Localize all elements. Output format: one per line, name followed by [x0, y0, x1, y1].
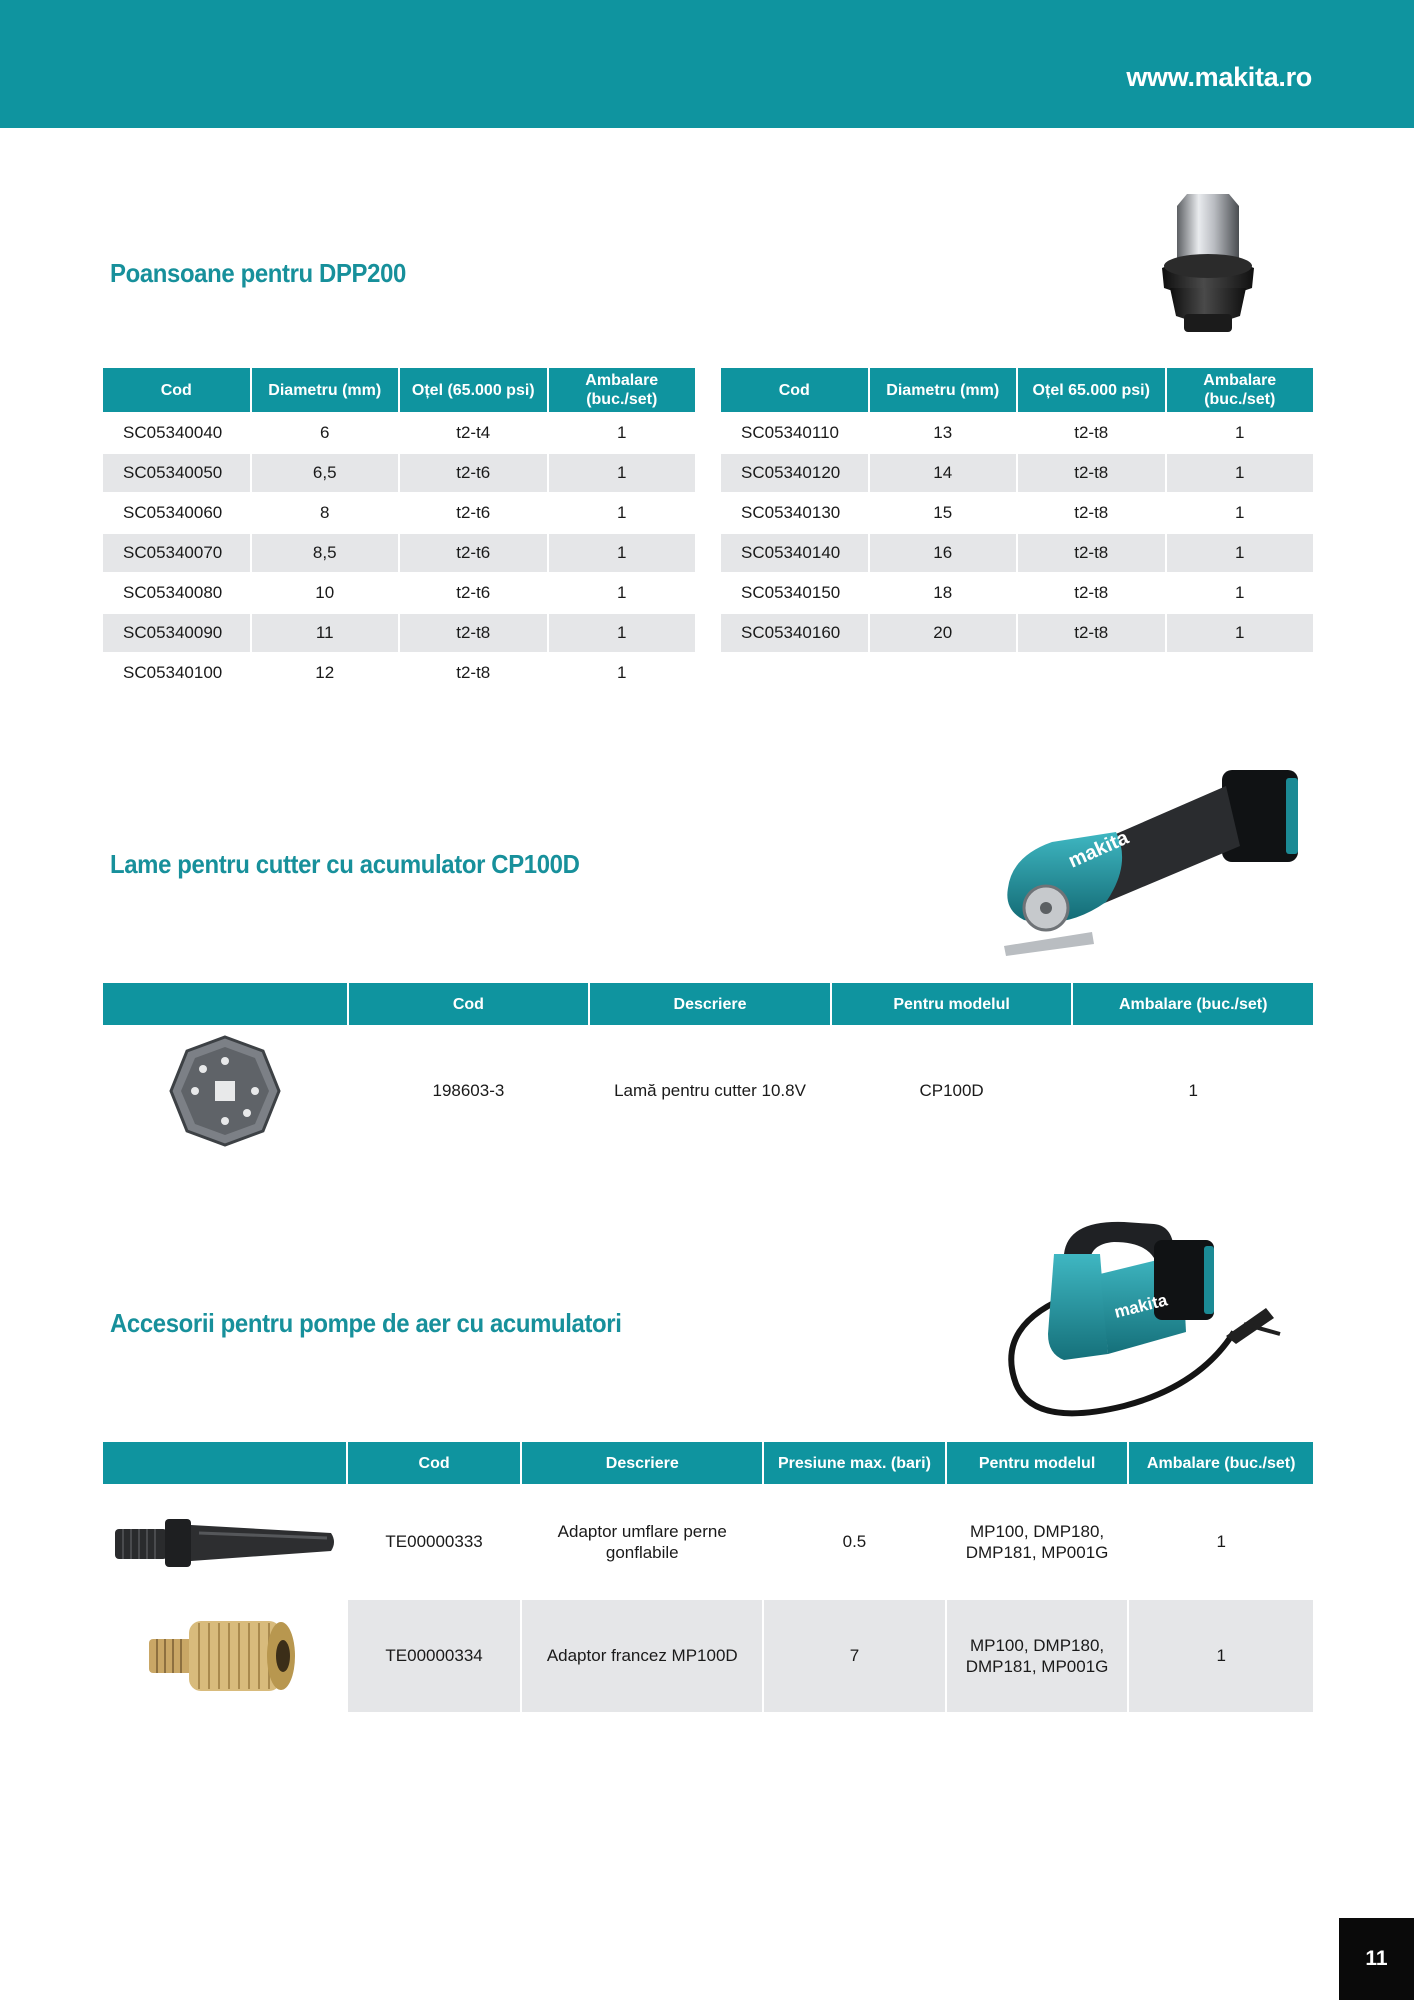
cell-model: CP100D — [832, 1027, 1072, 1157]
header-code: Cod — [103, 368, 250, 414]
header-packaging: Ambalare (buc./set) — [1167, 368, 1314, 414]
table-row — [103, 494, 695, 534]
punch-die-icon — [1130, 188, 1285, 348]
header-steel: Oțel 65.000 psi) — [1018, 368, 1165, 414]
table-row — [103, 654, 695, 694]
cell-packaging: 1 — [549, 414, 696, 454]
cell-steel: t2-t8 — [400, 614, 547, 654]
cell-packaging: 1 — [549, 534, 696, 574]
cell-steel: t2-t8 — [1018, 494, 1165, 534]
cell-code: SC05340120 — [721, 454, 868, 494]
table-row — [103, 1486, 1313, 1600]
adapter-image-cell — [103, 1600, 346, 1714]
cell-description: Adaptor umflare perne gonflabile — [522, 1486, 762, 1600]
table-row — [103, 454, 695, 494]
cell-diameter: 14 — [870, 454, 1017, 494]
punch-table-right — [719, 368, 1315, 654]
cell-steel: t2-t6 — [400, 494, 547, 534]
cordless-cutter-icon — [996, 760, 1306, 960]
cell-code: SC05340040 — [103, 414, 250, 454]
makita-logo-pump: makita — [1112, 1290, 1170, 1322]
header-code: Cod — [349, 983, 589, 1027]
cell-code: SC05340160 — [721, 614, 868, 654]
table-row — [103, 614, 695, 654]
table-row — [721, 454, 1313, 494]
header-model: Pentru modelul — [832, 983, 1072, 1027]
header-image — [103, 983, 347, 1027]
header-description: Descriere — [522, 1442, 762, 1486]
cell-diameter: 13 — [870, 414, 1017, 454]
table-row — [721, 534, 1313, 574]
cell-packaging: 1 — [1129, 1600, 1313, 1714]
cell-steel: t2-t8 — [1018, 454, 1165, 494]
cell-diameter: 10 — [252, 574, 399, 614]
cell-packaging: 1 — [1167, 534, 1314, 574]
cell-packaging: 1 — [1167, 494, 1314, 534]
section-title-punches: Poansoane pentru DPP200 — [110, 258, 406, 288]
cell-diameter: 6,5 — [252, 454, 399, 494]
cell-packaging: 1 — [1073, 1027, 1313, 1157]
site-url[interactable]: www.makita.ro — [1126, 62, 1312, 92]
table-row — [103, 534, 695, 574]
header-steel: Oțel (65.000 psi) — [400, 368, 547, 414]
cell-code: TE00000334 — [348, 1600, 521, 1714]
section-title-pump-accessories: Accesorii pentru pompe de aer cu acumulatori — [110, 1308, 622, 1338]
cell-code: SC05340070 — [103, 534, 250, 574]
cell-packaging: 1 — [549, 614, 696, 654]
cell-code: SC05340100 — [103, 654, 250, 694]
cell-code: 198603-3 — [349, 1027, 589, 1157]
cell-code: TE00000333 — [348, 1486, 521, 1600]
air-pump-icon — [1004, 1214, 1284, 1424]
cell-model: MP100, DMP180, DMP181, MP001G — [947, 1600, 1128, 1714]
cushion-adapter-icon — [109, 1507, 339, 1577]
header-image — [103, 1442, 346, 1486]
cell-description: Lamă pentru cutter 10.8V — [590, 1027, 830, 1157]
header-code: Cod — [721, 368, 868, 414]
cell-steel: t2-t8 — [1018, 574, 1165, 614]
header-packaging: Ambalare (buc./set) — [1129, 1442, 1313, 1486]
cell-steel: t2-t6 — [400, 454, 547, 494]
french-adapter-icon — [139, 1611, 309, 1701]
cell-packaging: 1 — [1167, 414, 1314, 454]
cell-diameter: 8,5 — [252, 534, 399, 574]
cell-code: SC05340060 — [103, 494, 250, 534]
cell-packaging: 1 — [1129, 1486, 1313, 1600]
cell-packaging: 1 — [1167, 454, 1314, 494]
makita-logo-cutter: makita — [1065, 826, 1132, 873]
table-row — [721, 494, 1313, 534]
pump-accessories-table — [101, 1442, 1315, 1714]
cell-pressure: 0.5 — [764, 1486, 945, 1600]
cell-diameter: 15 — [870, 494, 1017, 534]
cell-diameter: 6 — [252, 414, 399, 454]
cell-diameter: 20 — [870, 614, 1017, 654]
cell-packaging: 1 — [549, 654, 696, 694]
cell-code: SC05340130 — [721, 494, 868, 534]
cell-packaging: 1 — [549, 574, 696, 614]
cell-steel: t2-t8 — [1018, 614, 1165, 654]
header-code: Cod — [348, 1442, 521, 1486]
cell-steel: t2-t8 — [1018, 534, 1165, 574]
cell-code: SC05340080 — [103, 574, 250, 614]
cell-steel: t2-t6 — [400, 534, 547, 574]
cutter-blade-table — [101, 983, 1315, 1157]
section-title-cutter-blades: Lame pentru cutter cu acumulator CP100D — [110, 849, 580, 879]
header-pressure: Presiune max. (bari) — [764, 1442, 945, 1486]
cell-steel: t2-t6 — [400, 574, 547, 614]
cell-packaging: 1 — [1167, 574, 1314, 614]
cell-code: SC05340110 — [721, 414, 868, 454]
cell-description: Adaptor francez MP100D — [522, 1600, 762, 1714]
table-row — [721, 414, 1313, 454]
cell-diameter: 16 — [870, 534, 1017, 574]
table-row — [103, 414, 695, 454]
blade-image-cell — [103, 1027, 347, 1157]
punch-table-left — [101, 368, 697, 694]
cell-steel: t2-t8 — [400, 654, 547, 694]
header-model: Pentru modelul — [947, 1442, 1128, 1486]
table-row — [103, 574, 695, 614]
table-row — [721, 574, 1313, 614]
header-diameter: Diametru (mm) — [870, 368, 1017, 414]
cell-packaging: 1 — [549, 494, 696, 534]
cell-packaging: 1 — [1167, 614, 1314, 654]
cell-steel: t2-t8 — [1018, 414, 1165, 454]
cell-code: SC05340150 — [721, 574, 868, 614]
adapter-image-cell — [103, 1486, 346, 1600]
cell-model: MP100, DMP180, DMP181, MP001G — [947, 1486, 1128, 1600]
cutter-blade-icon — [165, 1031, 285, 1151]
cell-steel: t2-t4 — [400, 414, 547, 454]
header-description: Descriere — [590, 983, 830, 1027]
cell-diameter: 11 — [252, 614, 399, 654]
header-packaging: Ambalare (buc./set) — [1073, 983, 1313, 1027]
cell-code: SC05340050 — [103, 454, 250, 494]
header-bar — [0, 0, 1414, 128]
cell-diameter: 18 — [870, 574, 1017, 614]
header-packaging: Ambalare (buc./set) — [549, 368, 696, 414]
header-diameter: Diametru (mm) — [252, 368, 399, 414]
cell-diameter: 12 — [252, 654, 399, 694]
cell-pressure: 7 — [764, 1600, 945, 1714]
cell-code: SC05340090 — [103, 614, 250, 654]
cell-code: SC05340140 — [721, 534, 868, 574]
cell-diameter: 8 — [252, 494, 399, 534]
cell-packaging: 1 — [549, 454, 696, 494]
page-number: 11 — [1339, 1918, 1414, 2000]
table-row — [721, 614, 1313, 654]
table-row — [103, 1600, 1313, 1714]
table-row — [103, 1027, 1313, 1157]
